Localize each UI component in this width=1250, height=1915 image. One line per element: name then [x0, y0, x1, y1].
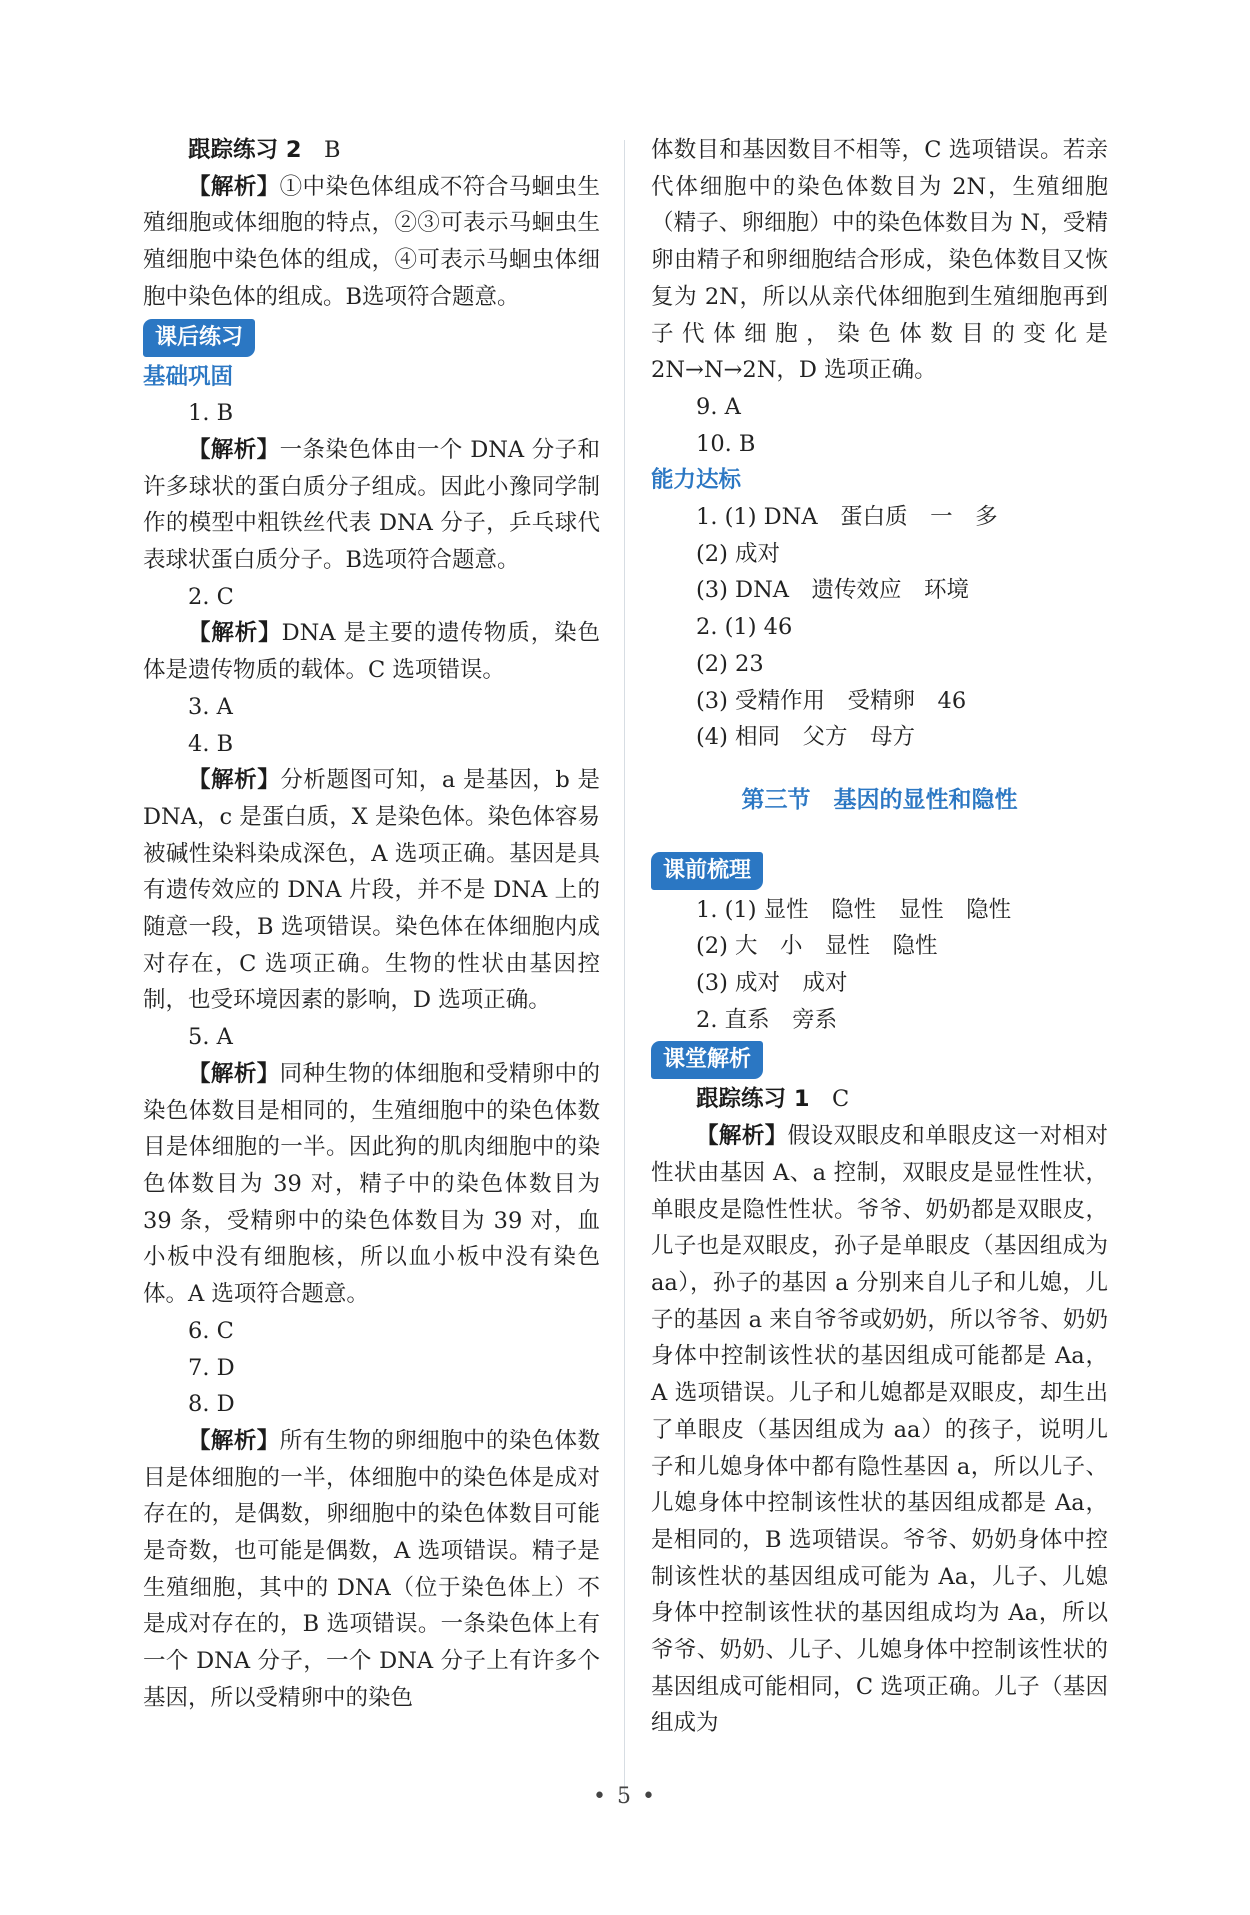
column-divider: [624, 140, 625, 1800]
explanation-paragraph: [143, 432, 600, 579]
answer-line: (4) 相同 父方 母方: [696, 724, 916, 751]
explanation-label: 【解析】: [188, 436, 280, 463]
answer-line: 6. C: [188, 1317, 234, 1344]
pre-class-heading: 课前梳理: [651, 852, 763, 890]
answer-line: 7. D: [188, 1354, 235, 1381]
in-class-heading: 课堂解析: [651, 1041, 763, 1079]
answer-line: 1. (1) 显性 隐性 显性 隐性: [696, 896, 1012, 923]
track-exercise-label: 跟踪练习 2: [188, 137, 302, 163]
track-exercise-1: [651, 1081, 1108, 1118]
explanation-paragraph: [143, 615, 600, 688]
basic-consolidation-heading: 基础巩固: [143, 363, 234, 390]
answer-line: (2) 23: [696, 650, 764, 677]
explanation-text: 分析题图可知，a 是基因，b 是 DNA，c 是蛋白质，X 是染色体。染色体容易被碱性染料染成深色，A 选项正确。基因是具有遗传效应的 DNA 片段，并不是 DNA 上的随意一段，B 选项错误。染色体在体细胞内成对存在，C 选项正确。生物的性状由基因控制，也受环境因素的影响，D 选项正确。: [143, 767, 600, 1014]
answer-line: 8. D: [188, 1391, 235, 1418]
left-column: [143, 132, 600, 1717]
explanation-text: ①中染色体组成不符合马蛔虫生殖细胞或体细胞的特点，②③可表示马蛔虫生殖细胞中染色体的组成，④可表示马蛔虫体细胞中染色体的组成。B选项符合题意。: [143, 173, 600, 310]
answer: C: [832, 1086, 850, 1113]
explanation-label: 【解析】: [188, 173, 280, 200]
explanation-label: 【解析】: [188, 620, 282, 647]
explanation-paragraph: [143, 1423, 600, 1717]
explanation-continuation: 体数目和基因数目不相等，C 选项错误。若亲代体细胞中的染色体数目为 2N，生殖细胞（精子、卵细胞）中的染色体数目为 N，受精卵由精子和卵细胞结合形成，染色体数目又恢复为 2N，所以从亲代体细胞到生殖细胞再到子代体细胞，染色体数目的变化是 2N→N→2N，D 选项正确。: [651, 137, 1108, 384]
track-exercise-label: 跟踪练习 1: [696, 1086, 810, 1113]
answer-line: 10. B: [696, 430, 756, 457]
answer-line: 2. C: [188, 583, 234, 610]
explanation-paragraph: [143, 1056, 600, 1313]
explanation-text: 假设双眼皮和单眼皮这一对相对性状由基因 A、a 控制，双眼皮是显性性状，单眼皮是隐性性状。爷爷、奶奶都是双眼皮，儿子也是双眼皮，孙子是单眼皮（基因组成为 aa），孙子的基因 a 分别来自儿子和儿媳，儿子的基因 a 来自爷爷或奶奶，所以爷爷、奶奶身体中控制该性状的基因组成可能都是 Aa，A 选项错误。儿子和儿媳都是双眼皮，却生出了单眼皮（基因组成为 aa）的孩子，说明儿子和儿媳身体中都有隐性基因 a，所以儿子、儿媳身体中控制该性状的基因组成都是 Aa，是相同的，B 选项错误。爷爷、奶奶身体中控制该性状的基因组成可能为 Aa，儿子、儿媳身体中控制该性状的基因组成均为 Aa，所以爷爷、奶奶、儿子、儿媳身体中控制该性状的基因组成可能相同，C 选项正确。儿子（基因组成为: [651, 1123, 1108, 1737]
explanation-text: 所有生物的卵细胞中的染色体数目是体细胞的一半，体细胞中的染色体是成对存在的，是偶数，卵细胞中的染色体数目可能是奇数，也可能是偶数，A 选项错误。精子是生殖细胞，其中的 DNA（位于染色体上）不是成对存在的，B 选项错误。一条染色体上有一个 DNA 分子，一个 DNA 分子上有许多个基因，所以受精卵中的染色: [143, 1427, 600, 1711]
ability-heading: 能力达标: [651, 467, 742, 494]
answer-line: 3. A: [188, 693, 233, 720]
explanation-label: 【解析】: [696, 1123, 788, 1150]
explanation-label: 【解析】: [188, 1060, 280, 1087]
answer-line: (3) 受精作用 受精卵 46: [696, 687, 967, 714]
explanation-label: 【解析】: [188, 767, 281, 794]
explanation-label: 【解析】: [188, 1427, 280, 1454]
answer-line: 5. A: [188, 1024, 233, 1051]
explanation-text: 同种生物的体细胞和受精卵中的染色体数目是相同的，生殖细胞中的染色体数目是体细胞的一半。因此狗的肌肉细胞中的染色体数目为 39 对，精子中的染色体数目为 39 条，受精卵中的染色体数目为 39 对，血小板中没有细胞核，所以血小板中没有染色体。A 选项符合题意。: [143, 1060, 600, 1308]
answer-line: 4. B: [188, 730, 234, 757]
answer-line: (3) DNA 遗传效应 环境: [696, 577, 969, 604]
answer-line: 1. (1) DNA 蛋白质 一 多: [696, 504, 998, 531]
after-class-heading: 课后练习: [143, 319, 255, 357]
answer-line: 1. B: [188, 400, 234, 427]
answer-line: 9. A: [696, 393, 741, 420]
right-column: [651, 132, 1108, 1742]
answer: B: [324, 137, 341, 163]
answer-line: 2. (1) 46: [696, 614, 793, 641]
section-title: 第三节 基因的显性和隐性: [741, 786, 1018, 813]
explanation-paragraph: [143, 169, 600, 316]
answer-line: (3) 成对 成对: [696, 970, 848, 997]
answer-line: 2. 直系 旁系: [696, 1006, 838, 1033]
explanation-text: DNA 是主要的遗传物质，染色体是遗传物质的载体。C 选项错误。: [143, 620, 600, 684]
explanation-text: 一条染色体由一个 DNA 分子和许多球状的蛋白质分子组成。因此小豫同学制作的模型中粗铁丝代表 DNA 分子，乒乓球代表球状蛋白质分子。B选项符合题意。: [143, 436, 600, 574]
answer-line: (2) 成对: [696, 540, 781, 567]
track-exercise-2: [143, 132, 600, 169]
answer-line: (2) 大 小 显性 隐性: [696, 933, 938, 960]
explanation-paragraph: [651, 1118, 1108, 1742]
page-number: • 5 •: [593, 1784, 657, 1809]
explanation-paragraph: [143, 762, 600, 1019]
